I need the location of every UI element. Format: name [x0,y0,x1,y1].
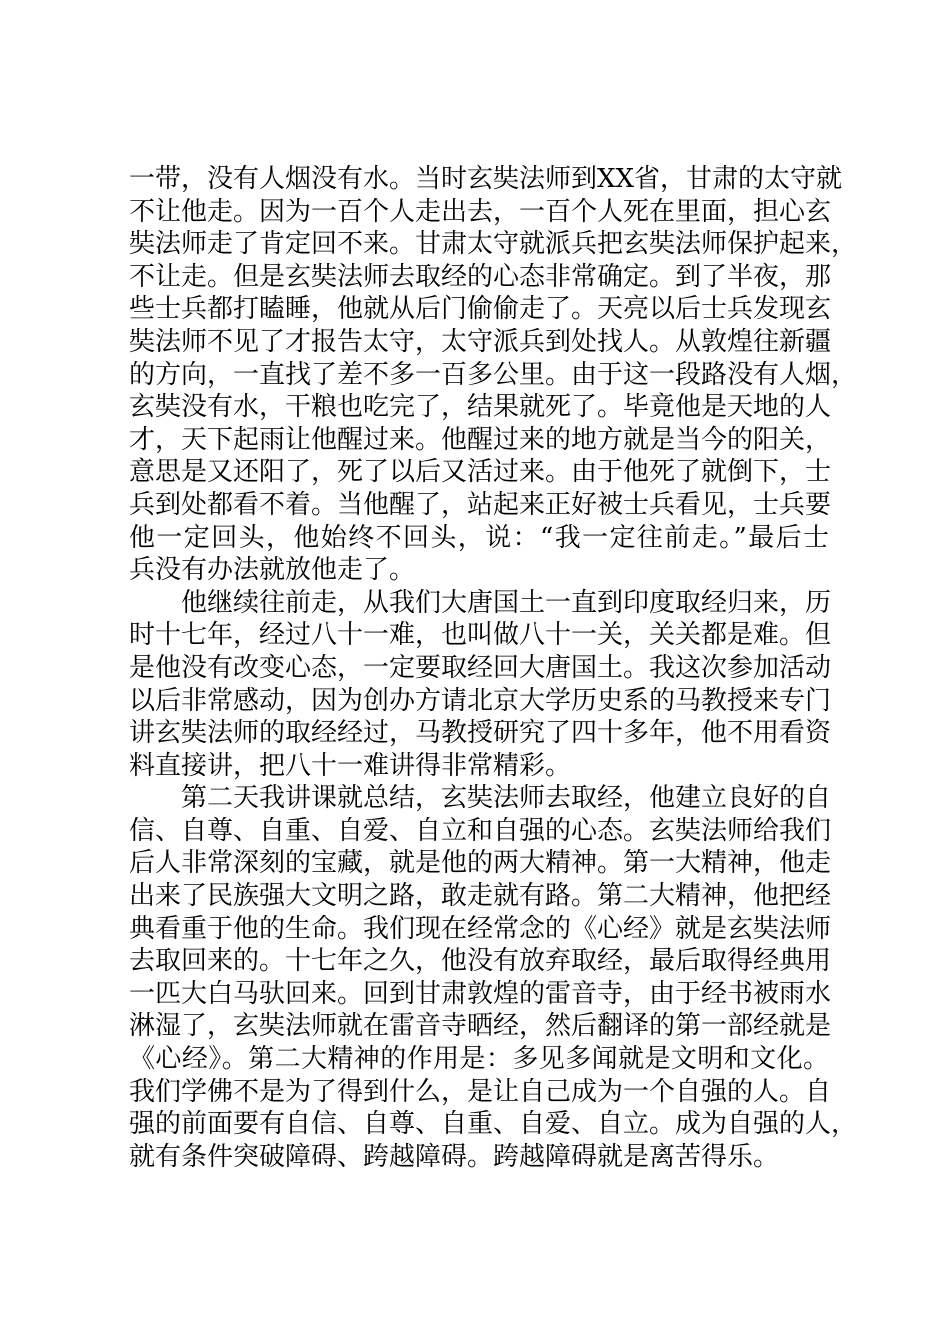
text-line: 料直接讲，把八十一难讲得非常精彩。 [129,750,572,781]
text-line: 第二天我讲课就总结，玄奘法师去取经，他建立良好的自 [181,783,832,814]
body-text [129,163,858,1173]
text-line: 不让他走。因为一百个人走出去，一百个人死在里面，担心玄 [129,196,832,227]
text-line: 不让走。但是玄奘法师去取经的心态非常确定。到了半夜，那 [129,261,832,292]
text-line: 出来了民族强大文明之路，敢走就有路。第二大精神，他把经 [129,881,832,912]
text-line: 兵到处都看不着。当他醒了，站起来正好被士兵看见，士兵要 [129,489,832,520]
text-line: 的方向，一直找了差不多一百多公里。由于这一段路没有人烟， [129,359,858,390]
text-line: 讲玄奘法师的取经经过，马教授研究了四十多年，他不用看资 [129,718,832,749]
text-line: 奘法师走了肯定回不来。甘肃太守就派兵把玄奘法师保护起来， [129,229,858,260]
text-line: 淋湿了，玄奘法师就在雷音寺晒经，然后翻译的第一部经就是 [129,1011,832,1042]
paragraph [129,587,832,783]
text-line: 《心经》。第二大精神的作用是：多见多闻就是文明和文化。 [129,1044,829,1075]
text-line: 以后非常感动，因为创办方请北京大学历史系的马教授来专门 [129,685,832,716]
text-line: 奘法师不见了才报告太守，太守派兵到处找人。从敦煌往新疆 [129,326,832,357]
text-line: 一带，没有人烟没有水。当时玄奘法师到XX省，甘肃的太守就 [129,164,843,194]
text-line: 才，天下起雨让他醒过来。他醒过来的地方就是当今的阳关， [129,424,832,455]
text-line: 他继续往前走，从我们大唐国土一直到印度取经归来，历 [181,587,832,618]
text-line: 兵没有办法就放他走了。 [129,555,416,586]
text-line: 我们学佛不是为了得到什么，是让自己成为一个自强的人。自 [129,1076,832,1107]
text-line: 玄奘没有水，干粮也吃完了，结果就死了。毕竟他是天地的人 [129,392,832,423]
text-line: 些士兵都打瞌睡，他就从后门偷偷走了。天亮以后士兵发现玄 [129,294,832,325]
text-line: 时十七年，经过八十一难，也叫做八十一关，关关都是难。但 [129,620,832,651]
text-line: 强的前面要有自信、自尊、自重、自爱、自立。成为自强的人， [129,1109,858,1140]
text-line: 就有条件突破障碍、跨越障碍。跨越障碍就是离苦得乐。 [129,1141,780,1172]
paragraph [129,782,858,1173]
text-line: 典看重于他的生命。我们现在经常念的《心经》就是玄奘法师 [129,913,832,944]
text-line: 是他没有改变心态，一定要取经回大唐国土。我这次参加活动 [129,652,832,683]
text-line: 后人非常深刻的宝藏，就是他的两大精神。第一大精神，他走 [129,848,832,879]
text-line: 信、自尊、自重、自爱、自立和自强的心态。玄奘法师给我们 [129,815,832,846]
text-line: 他一定回头，他始终不回头，说：“我一定往前走。”最后士 [129,522,829,553]
text-line: 意思是又还阳了，死了以后又活过来。由于他死了就倒下，士 [129,457,832,488]
paragraph [129,163,858,587]
text-line: 去取回来的。十七年之久，他没有放弃取经，最后取得经典用 [129,946,832,977]
text-line: 一匹大白马驮回来。回到甘肃敦煌的雷音寺，由于经书被雨水 [129,978,832,1009]
